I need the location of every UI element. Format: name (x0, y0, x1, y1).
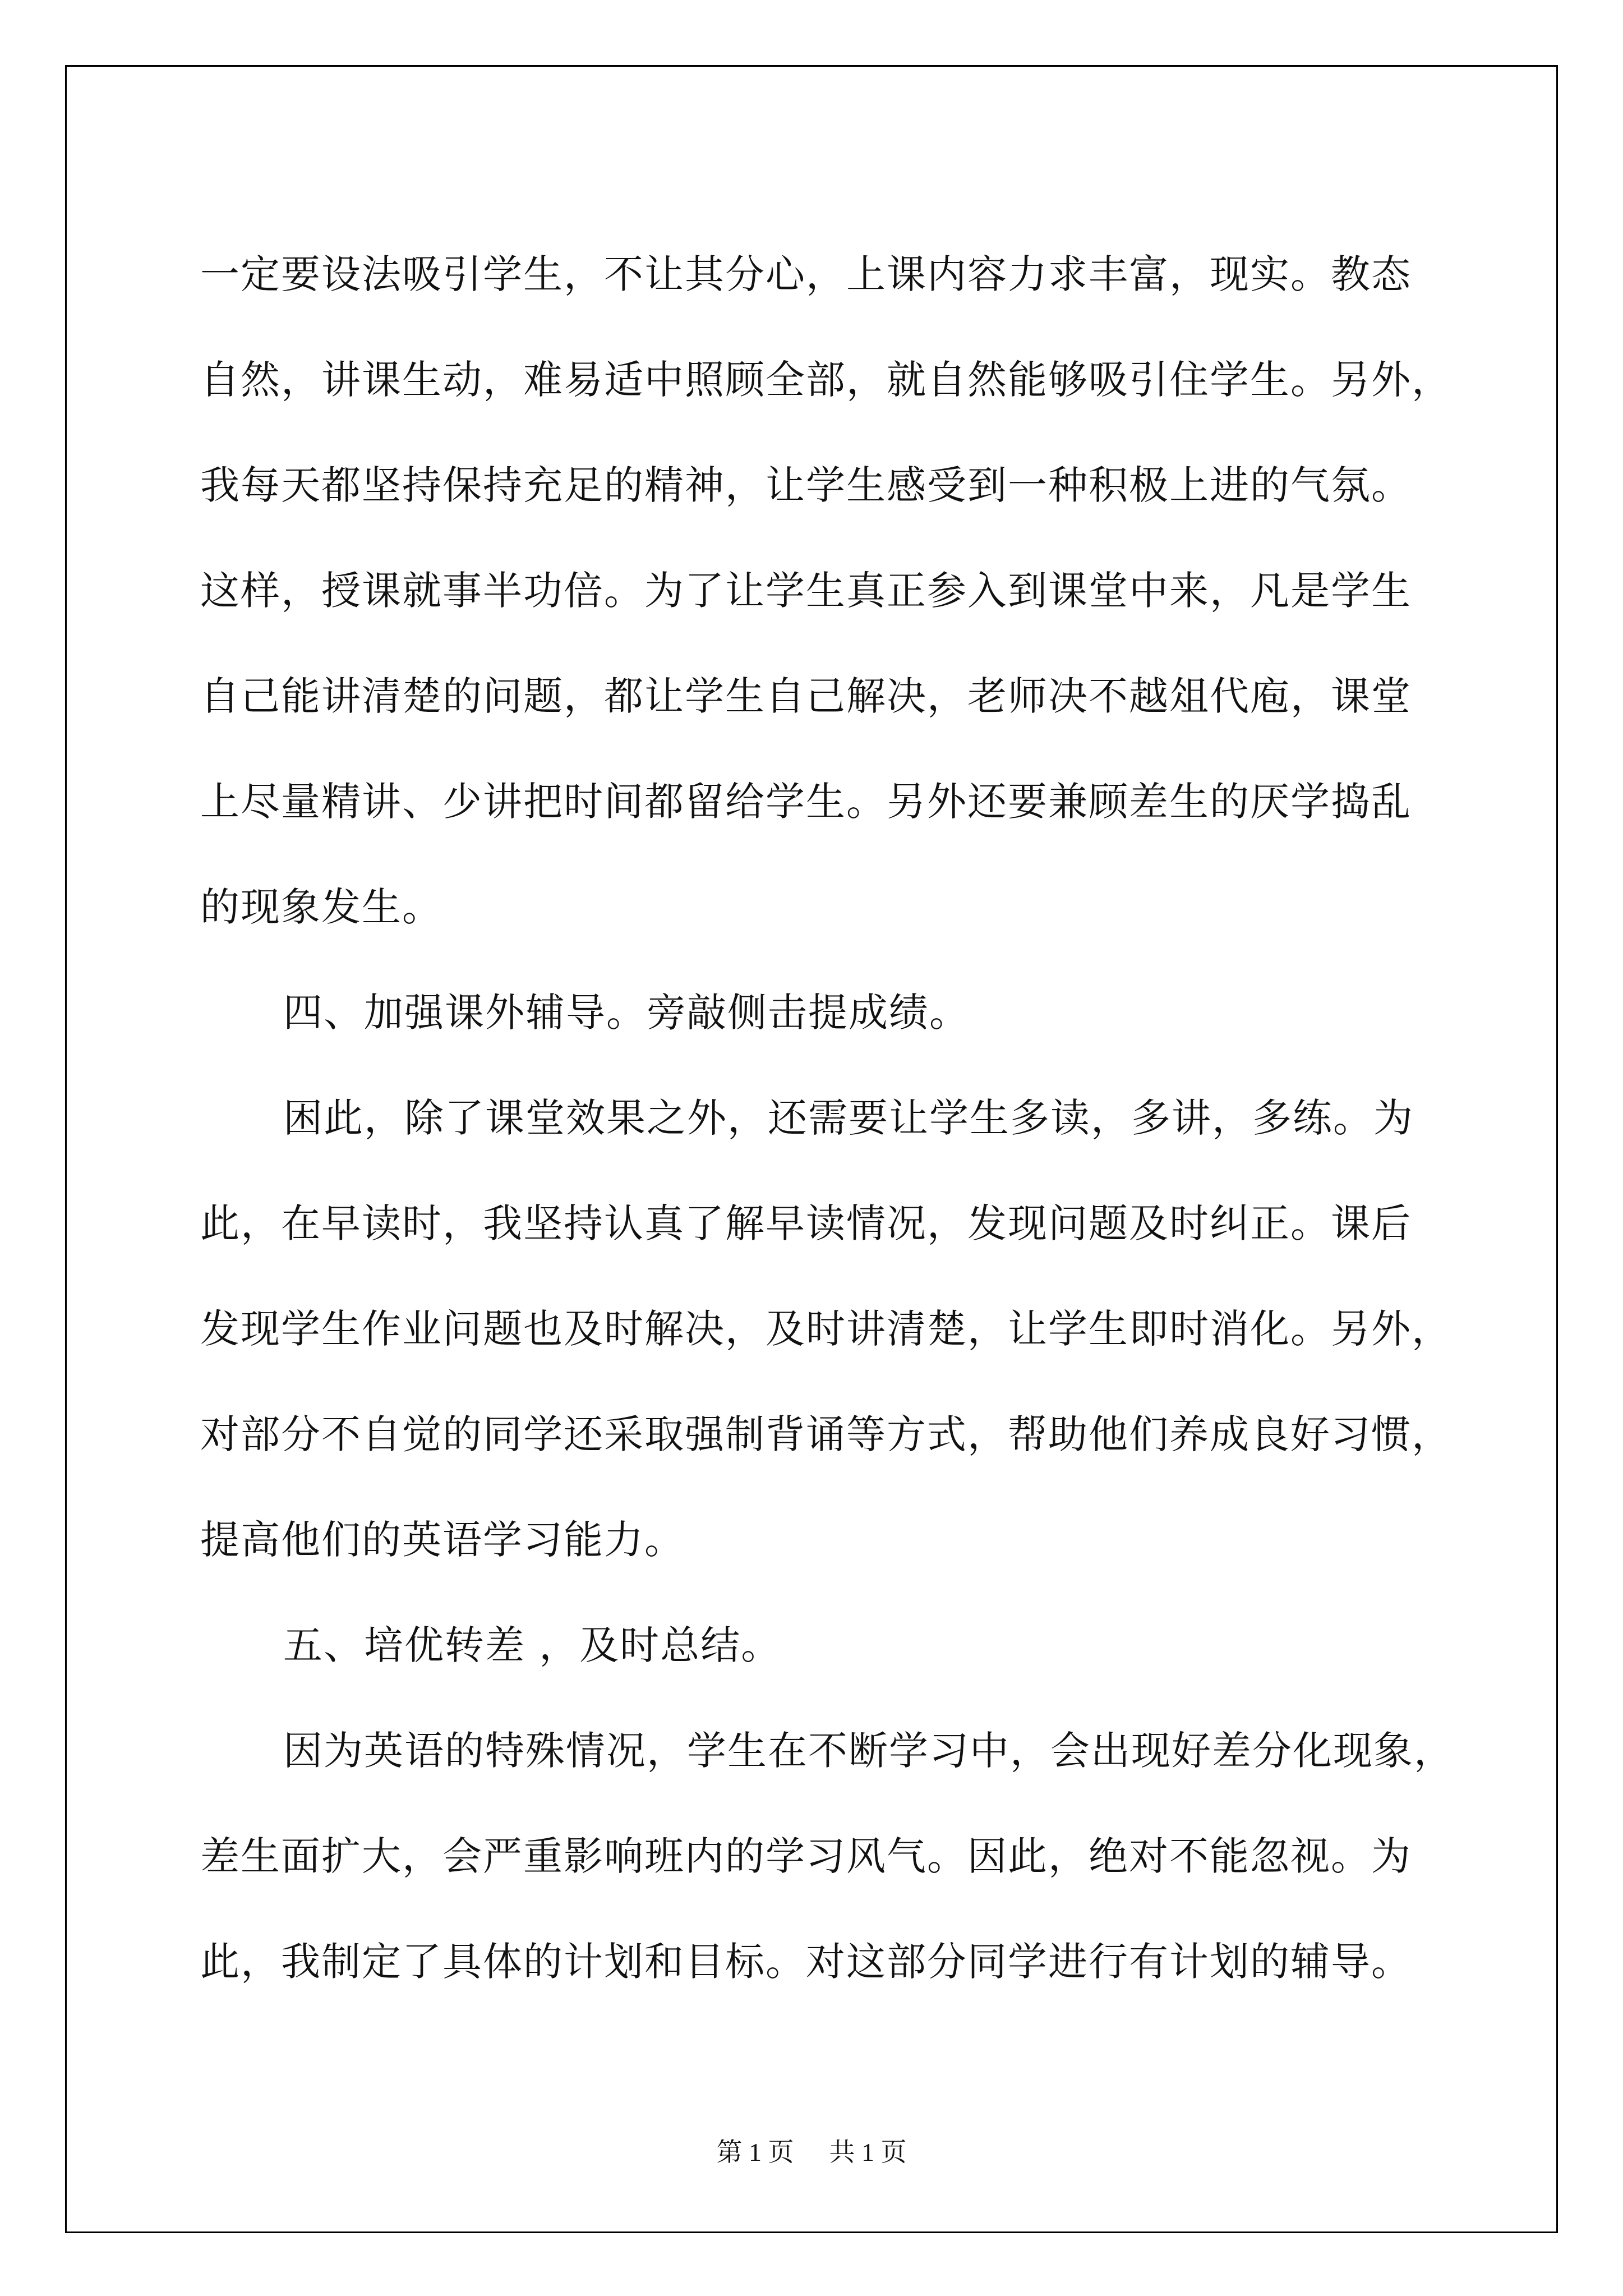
text-line: 差生面扩大，会严重影响班内的学习风气。因此，绝对不能忽视。为 (200, 1833, 1412, 1879)
text-line: 我每天都坚持保持充足的精神，让学生感受到一种积极上进的气氛。 (200, 462, 1412, 508)
page-footer (0, 2132, 1623, 2169)
heading-line: 五、培优转差 ，及时总结。 (283, 1622, 782, 1668)
text-line: 此，在早读时，我坚持认真了解早读情况，发现问题及时纠正。课后 (200, 1200, 1412, 1246)
section-heading-4 (200, 960, 1430, 1065)
text-line: 这样，授课就事半功倍。为了让学生真正参入到课堂中来，凡是学生 (200, 568, 1412, 614)
paragraph-3 (200, 1698, 1454, 2014)
text-line: 困此，除了课堂效果之外，还需要让学生多读，多讲，多练。为 (283, 1095, 1414, 1141)
text-line: 此，我制定了具体的计划和目标。对这部分同学进行有计划的辅导。 (200, 1939, 1412, 1985)
page-number: 第 1 页 (716, 2138, 794, 2166)
text-line: 的现象发生。 (200, 884, 442, 930)
text-line: 上尽量精讲、少讲把时间都留给学生。另外还要兼顾差生的厌学捣乱 (200, 779, 1412, 825)
text-line: 因为英语的特殊情况，学生在不断学习中，会出现好差分化现象， (283, 1728, 1454, 1774)
text-line: 提高他们的英语学习能力。 (200, 1517, 685, 1563)
text-line: 自然，讲课生动，难易适中照顾全部，就自然能够吸引住学生。另外， (200, 357, 1452, 403)
page-total: 共 1 页 (829, 2138, 907, 2166)
paragraph-2 (200, 1065, 1452, 1593)
paragraph-1 (200, 222, 1452, 960)
text-line: 发现学生作业问题也及时解决，及时讲清楚，让学生即时消化。另外， (200, 1306, 1452, 1352)
document-body (200, 222, 1454, 2014)
section-heading-5 (200, 1593, 1430, 1698)
heading-line: 四、加强课外辅导。旁敲侧击提成绩。 (283, 990, 970, 1036)
text-line: 对部分不自觉的同学还采取强制背诵等方式，帮助他们养成良好习惯， (200, 1411, 1452, 1457)
text-line: 自己能讲清楚的问题，都让学生自己解决，老师决不越俎代庖，课堂 (200, 673, 1412, 719)
text-line: 一定要设法吸引学生，不让其分心，上课内容力求丰富，现实。教态 (200, 251, 1412, 297)
